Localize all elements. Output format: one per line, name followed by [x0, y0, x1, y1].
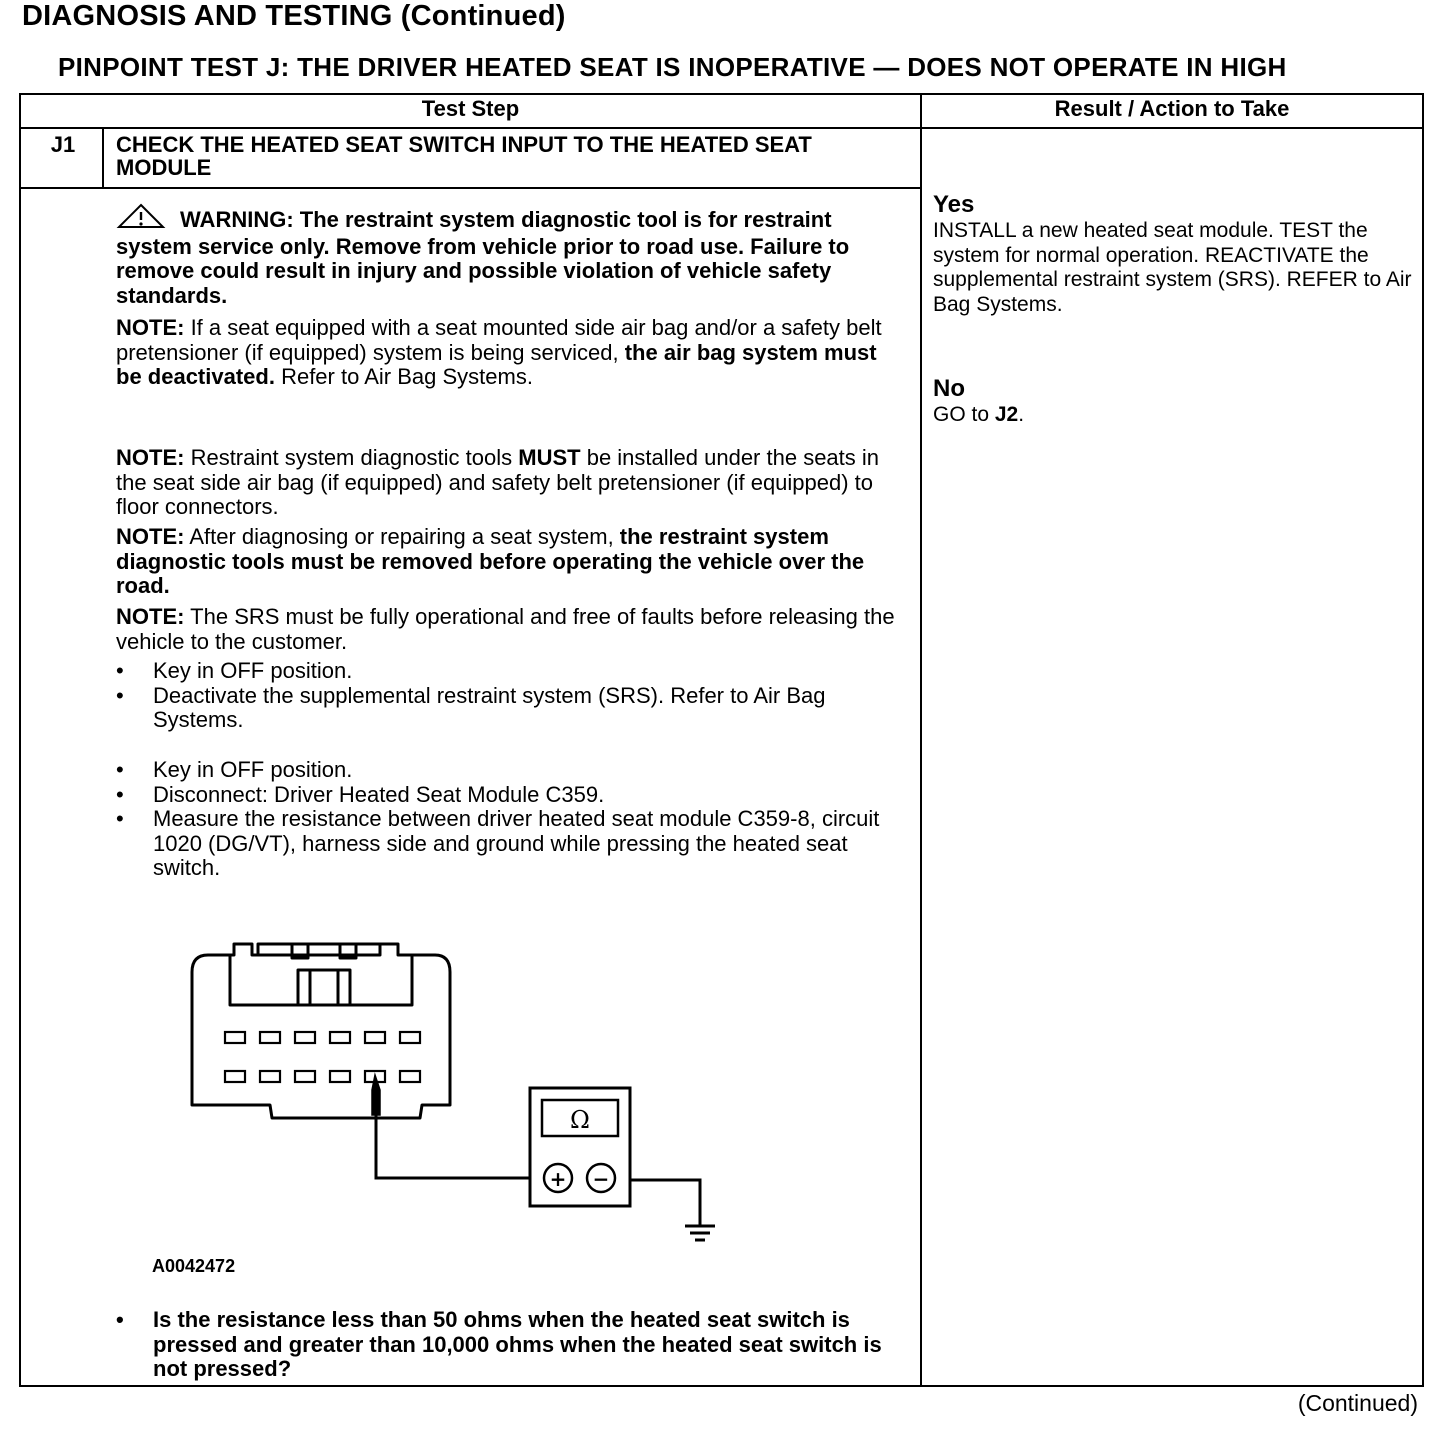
note-srs-operational — [116, 605, 896, 654]
note-label: NOTE: — [116, 524, 185, 549]
note-text: Refer to Air Bag Systems. — [274, 364, 533, 389]
list-item: • Disconnect: Driver Heated Seat Module C359. — [116, 783, 896, 808]
pin-cavity — [225, 1032, 245, 1043]
step-number: J1 — [50, 132, 76, 157]
warning-triangle-icon — [116, 203, 166, 235]
result-no-text — [933, 403, 1413, 428]
pin-cavity — [365, 1032, 385, 1043]
pin-cavity — [260, 1071, 280, 1082]
warning-text: WARNING: The restraint system diagnostic tool is for restraint system service only. Remove from vehicle prior to road use. Failure to remove could result in injury and possible violation of vehicle safety standards. — [116, 207, 850, 308]
note-text: After diagnosing or repairing a seat system, — [184, 524, 620, 549]
bullet-list-deactivate — [116, 659, 896, 733]
column-header-result: Result / Action to Take — [1054, 96, 1290, 121]
page-header-title: DIAGNOSIS AND TESTING (Continued) — [22, 0, 566, 32]
note-text: Restraint system diagnostic tools — [184, 445, 519, 470]
svg-text:+: + — [549, 1167, 567, 1191]
note-airbag-deactivate — [116, 316, 896, 390]
result-no-label: No — [933, 375, 965, 402]
result-yes-label: Yes — [933, 191, 975, 218]
note-emphasis: the restraint system diagnostic tools must be removed before operating the vehicle over the road. — [116, 524, 865, 598]
figure-code: A0042472 — [152, 1256, 236, 1276]
step-number-divider — [102, 127, 104, 189]
column-header-test-step: Test Step — [421, 96, 520, 121]
continued-label: (Continued) — [1297, 1390, 1418, 1416]
connector-measurement-diagram — [180, 930, 740, 1250]
pin-cavity — [295, 1071, 315, 1082]
warning-block — [116, 203, 896, 308]
result-yes-text: INSTALL a new heated seat module. TEST the system for normal operation. REACTIVATE the supplemental restraint system (SRS). REFER to Air Bag Systems. — [933, 219, 1412, 316]
pin-cavity — [330, 1032, 350, 1043]
pin-cavity — [295, 1032, 315, 1043]
result-no-step-link[interactable]: J2 — [994, 403, 1019, 426]
note-text: be installed under the seats in the seat side air bag (if equipped) and safety belt pretensioner (if equipped) to floor connectors. — [116, 445, 880, 519]
result-no-punct: . — [1018, 403, 1025, 426]
connector-lock-tab — [258, 944, 380, 955]
pin-cavity — [400, 1071, 420, 1082]
step-title-rule — [19, 187, 921, 189]
header-rule — [19, 127, 1424, 129]
result-no-action: GO to — [933, 403, 995, 426]
step-title: CHECK THE HEATED SEAT SWITCH INPUT TO THE HEATED SEAT MODULE — [116, 132, 812, 180]
pinpoint-test-title: PINPOINT TEST J: THE DRIVER HEATED SEAT IS INOPERATIVE — DOES NOT OPERATE IN HIGH — [58, 52, 1287, 82]
note-label: NOTE: — [116, 315, 185, 340]
note-label: NOTE: — [116, 604, 185, 629]
column-divider — [920, 93, 922, 1387]
note-emphasis: the air bag system must be deactivated. — [116, 339, 877, 389]
svg-text:−: − — [592, 1167, 610, 1191]
note-diagnostic-tools-remove — [116, 525, 896, 599]
pin-cavity — [400, 1032, 420, 1043]
bullet-list-measure — [116, 758, 896, 881]
bullet-list-question — [116, 1308, 896, 1382]
ohm-symbol: Ω — [570, 1106, 590, 1134]
note-text: The SRS must be fully operational and free of faults before releasing the vehicle to the customer. — [116, 604, 895, 654]
note-label: NOTE: — [116, 445, 185, 470]
list-item: • Deactivate the supplemental restraint system (SRS). Refer to Air Bag Systems. — [116, 684, 896, 733]
note-diagnostic-tools-install — [116, 446, 896, 520]
pin-cavity — [225, 1071, 245, 1082]
note-emphasis: MUST — [518, 445, 581, 470]
pin-cavity — [330, 1071, 350, 1082]
test-question: • Is the resistance less than 50 ohms when the heated seat switch is pressed and greater than 10,000 ohms when the heated seat switch is not pressed? — [116, 1308, 896, 1382]
pin-cavity — [260, 1032, 280, 1043]
note-text: If a seat equipped with a seat mounted side air bag and/or a safety belt pretensioner (if equipped) system is being serviced, — [116, 315, 882, 365]
list-item: • Key in OFF position. — [116, 659, 896, 684]
list-item: • Measure the resistance between driver heated seat module C359-8, circuit 1020 (DG/VT), harness side and ground while pressing the heated seat switch. — [116, 807, 896, 881]
list-item: • Key in OFF position. — [116, 758, 896, 783]
